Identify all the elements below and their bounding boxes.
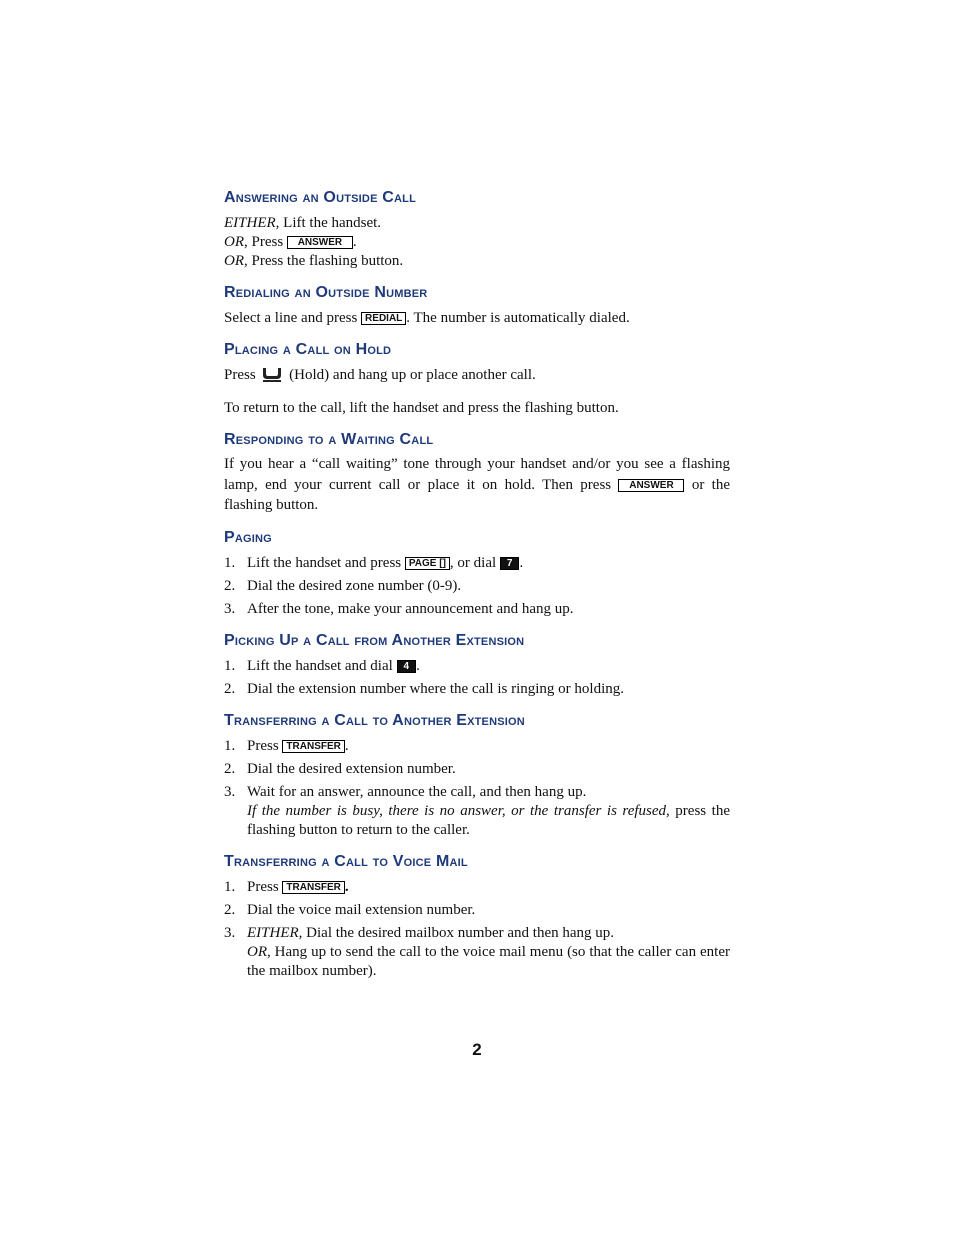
section-waiting-call	[224, 430, 730, 516]
section-paging	[224, 528, 730, 619]
transfer-key-label: TRANSFER	[282, 881, 344, 894]
section-transfer-voice-mail	[224, 852, 730, 981]
section-heading: Transferring a Call to Voice Mail	[224, 852, 468, 870]
instruction-paragraph: If you hear a “call waiting” tone through your handset and/or you see a flashing lamp, end your current call or place it on hold. Then press ANSWER or the flashing button.	[224, 456, 730, 513]
answer-key-label: ANSWER	[618, 479, 684, 492]
list-item: 1. Press TRANSFER .	[224, 737, 349, 754]
list-item: 2. Dial the desired extension number.	[224, 760, 456, 777]
list-item: 2. Dial the desired zone number (0-9).	[224, 577, 462, 594]
page-key-label: PAGE []	[405, 557, 450, 570]
step-note: OR, Hang up to send the call to the voice mail menu (so that the caller can enter the mailbox number).	[247, 943, 730, 979]
list-item: 3. EITHER, Dial the desired mailbox number and then hang up. OR, Hang up to send the call to the voice mail menu (so that the caller can enter the mailbox number).	[224, 924, 730, 979]
section-heading: Transferring a Call to Another Extension	[224, 711, 525, 729]
instruction-line: EITHER, Lift the handset.	[224, 215, 382, 231]
list-item: 2. Dial the extension number where the call is ringing or holding.	[224, 680, 624, 697]
document-body	[224, 188, 730, 993]
section-heading: Placing a Call on Hold	[224, 341, 392, 358]
list-item: 2. Dial the voice mail extension number.	[224, 901, 476, 918]
list-item: 3. Wait for an answer, announce the call, and then hang up. If the number is busy, there is no answer, or the transfer is refused, press the flashing button to return to the caller.	[224, 783, 730, 838]
page-number: 2	[472, 1040, 482, 1059]
hold-icon	[262, 366, 282, 388]
instruction-line: Select a line and press REDIAL . The number is automatically dialed.	[224, 310, 630, 326]
transfer-key-label: TRANSFER	[282, 740, 344, 753]
list-item: 1. Press TRANSFER .	[224, 878, 349, 895]
instruction-line: To return to the call, lift the handset and press the flashing button.	[224, 400, 619, 416]
step-list	[224, 878, 730, 981]
list-item: 1. Lift the handset and press PAGE [] , or dial 7 .	[224, 554, 524, 571]
section-heading: Picking Up a Call from Another Extension	[224, 631, 525, 649]
dial-key-4: 4	[397, 660, 417, 673]
section-answering-outside-call	[224, 188, 730, 271]
redial-key-label: REDIAL	[361, 312, 406, 325]
step-list	[224, 737, 730, 840]
instruction-line: OR, Press ANSWER .	[224, 234, 357, 250]
section-heading: Redialing an Outside Number	[224, 284, 428, 301]
instruction-line: OR, Press the flashing button.	[224, 253, 404, 269]
section-heading: Responding to a Waiting Call	[224, 431, 434, 448]
section-redialing	[224, 283, 730, 328]
step-list	[224, 554, 730, 619]
list-item: 3. After the tone, make your announcement and hang up.	[224, 600, 574, 617]
instruction-line: Press (Hold) and hang up or place another call.	[224, 366, 730, 388]
section-heading: Answering an Outside Call	[224, 189, 416, 206]
step-note: If the number is busy, there is no answer, or the transfer is refused, press the flashing button to return to the caller.	[247, 802, 730, 838]
section-transfer-extension	[224, 711, 730, 840]
section-picking-up	[224, 631, 730, 699]
section-hold	[224, 340, 730, 418]
dial-key-7: 7	[500, 557, 520, 570]
list-item: 1. Lift the handset and dial 4 .	[224, 657, 420, 674]
section-heading: Paging	[224, 528, 272, 546]
step-list	[224, 657, 730, 699]
answer-key-label: ANSWER	[287, 236, 353, 249]
